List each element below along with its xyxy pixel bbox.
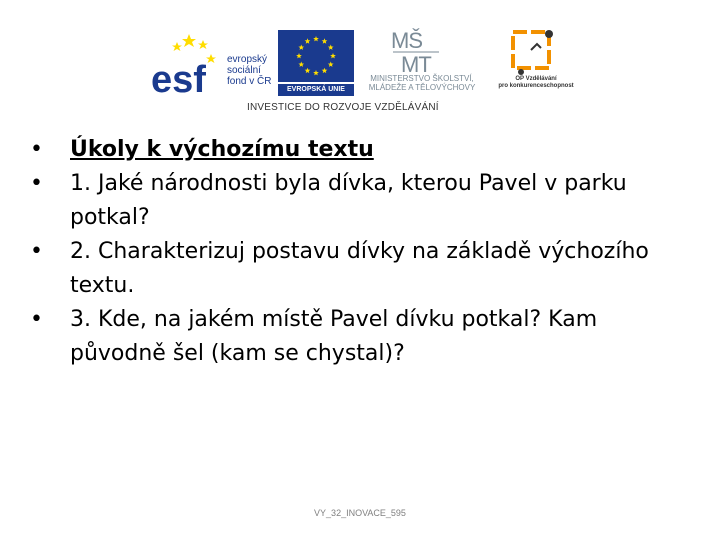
- list-item-heading: [30, 133, 670, 167]
- task-question-3: 3. Kde, na jakém místě Pavel dívku potkal? Kam původně šel (kam se chystal)?: [70, 307, 598, 366]
- esf-caption-line: fond v ČR: [227, 76, 272, 87]
- svg-text:MŠ: MŠ: [391, 28, 422, 53]
- funding-logo-banner: [145, 22, 575, 118]
- bullet-icon: •: [30, 239, 43, 264]
- list-item: [30, 303, 670, 371]
- esf-caption-line: evropský: [227, 54, 268, 65]
- list-item: [30, 235, 670, 303]
- task-list: [30, 133, 670, 371]
- task-question-2: 2. Charakterizuj postavu dívky na základě výchozího textu.: [70, 239, 649, 298]
- bullet-icon: •: [30, 137, 43, 162]
- footer-code: VY_32_INOVACE_595: [314, 508, 406, 518]
- bullet-icon: •: [30, 307, 43, 332]
- list-item: [30, 167, 670, 235]
- funding-tagline: INVESTICE DO ROZVOJE VZDĚLÁVÁNÍ: [247, 102, 439, 113]
- esf-mark-text: esf: [151, 59, 206, 101]
- eu-flag-logo: [278, 30, 354, 82]
- op-caption: [491, 76, 581, 90]
- bullet-icon: •: [30, 171, 43, 196]
- svg-text:MT: MT: [401, 52, 431, 77]
- op-logo: [505, 28, 561, 78]
- task-question-1: 1. Jaké národnosti byla dívka, kterou Pavel v parku potkal?: [70, 171, 627, 230]
- msmt-caption-line: MLÁDEŽE A TĚLOVÝCHOVY: [368, 83, 476, 92]
- msmt-caption-line: MINISTERSTVO ŠKOLSTVÍ,: [370, 74, 474, 83]
- msmt-logo: [389, 26, 445, 78]
- esf-caption-line: sociální: [227, 65, 261, 76]
- op-caption-line: pro konkurenceschopnost: [498, 83, 574, 89]
- task-heading: Úkoly k výchozímu textu: [70, 137, 374, 162]
- op-caption-line: OP Vzdělávání: [515, 76, 557, 82]
- eu-caption: EVROPSKÁ UNIE: [278, 84, 354, 96]
- msmt-caption: [357, 74, 487, 92]
- esf-logo: [149, 30, 221, 102]
